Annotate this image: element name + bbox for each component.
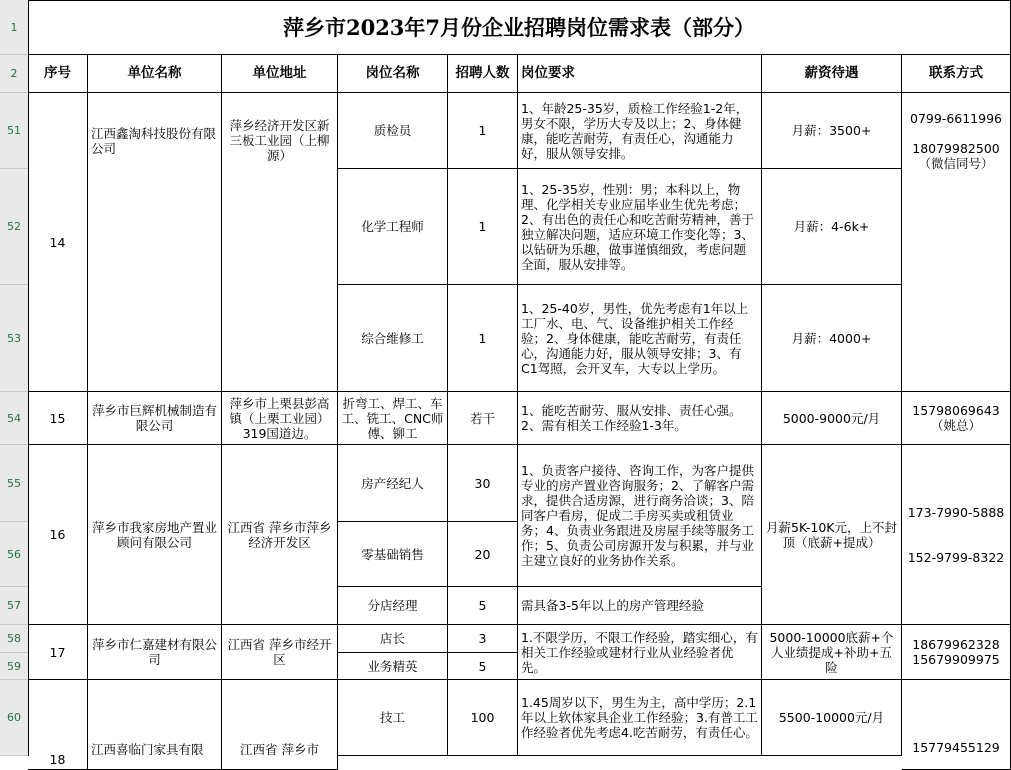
header-count[interactable]: 招聘人数 [448,55,518,93]
requirement-cell[interactable]: 1、负责客户接待、咨询工作，为客户提供专业的房产置业咨询服务；2、了解客户需求，提供合适房源，进行商务洽谈；3、陪同客户看房，促成二手房买卖或租赁业务；4、负责业务跟进及房屋手续等服务工作；5、负责公司房源开发与积累，并与业主建立良好的业务协作关系。 [518,445,762,587]
requirement-cell[interactable]: 1.45周岁以下，男生为主，高中学历；2.1年以上软体家具企业工作经验；3.有普工工作经验者优先考虑4.吃苦耐劳，有责任心。 [518,680,762,756]
address-cell[interactable]: 江西省 萍乡市 [222,680,338,770]
contact-cell[interactable]: 173-7990-5888 152-9799-8322 [902,445,1011,625]
row-number[interactable]: 57 [0,587,28,625]
address-cell[interactable]: 萍乡市上栗县彭高镇（上栗工业园）319国道边。 [222,392,338,445]
requirement-cell[interactable]: 1.不限学历，不限工作经验，踏实细心，有相关工作经验或建材行业从业经验者优先。 [518,625,762,680]
header-address[interactable]: 单位地址 [222,55,338,93]
header-requirement[interactable]: 岗位要求 [518,55,762,93]
row-number[interactable]: 52 [0,169,28,285]
row-header-column [0,0,29,756]
row-number[interactable]: 54 [0,392,28,445]
salary-cell[interactable]: 5500-10000元/月 [762,680,902,756]
row-number[interactable]: 59 [0,653,28,680]
company-name-cell[interactable]: 江西喜临门家具有限 [88,680,222,770]
row-number[interactable]: 51 [0,93,28,169]
address-cell[interactable]: 江西省 萍乡市经开区 [222,625,338,680]
position-cell[interactable]: 房产经纪人 [338,445,448,522]
salary-cell[interactable]: 5000-10000底薪+个人业绩提成+补助+五险 [762,625,902,680]
row-number[interactable]: 2 [0,55,28,93]
position-cell[interactable]: 分店经理 [338,587,448,625]
row-number[interactable]: 56 [0,522,28,587]
seq-cell[interactable]: 16 [28,445,88,625]
header-company[interactable]: 单位名称 [88,55,222,93]
position-cell[interactable]: 综合维修工 [338,285,448,392]
company-name-cell[interactable]: 江西鑫淘科技股份有限公司 [88,93,222,392]
salary-cell[interactable]: 月薪：3500+ [762,93,902,169]
requirement-cell[interactable]: 1、年龄25-35岁，质检工作经验1-2年，男女不限，学历大专及以上；2、身体健康，能吃苦耐劳，有责任心，沟通能力好，服从领导安排。 [518,93,762,169]
position-cell[interactable]: 化学工程师 [338,169,448,285]
contact-cell[interactable]: 0799-6611996 18079982500 （微信同号） [902,93,1011,392]
row-number[interactable]: 55 [0,445,28,522]
address-cell[interactable]: 江西省 萍乡市萍乡经济开发区 [222,445,338,625]
header-contact[interactable]: 联系方式 [902,55,1011,93]
count-cell[interactable]: 20 [448,522,518,587]
count-cell[interactable]: 1 [448,93,518,169]
company-name-cell[interactable]: 萍乡市巨辉机械制造有限公司 [88,392,222,445]
seq-cell[interactable]: 14 [28,93,88,392]
header-position[interactable]: 岗位名称 [338,55,448,93]
header-salary[interactable]: 薪资待遇 [762,55,902,93]
salary-cell[interactable]: 月薪5K-10K元，上不封顶（底薪+提成） [762,445,902,625]
count-cell[interactable]: 若干 [448,392,518,445]
position-cell[interactable]: 零基础销售 [338,522,448,587]
seq-cell[interactable]: 17 [28,625,88,680]
count-cell[interactable]: 5 [448,653,518,680]
seq-cell[interactable]: 15 [28,392,88,445]
requirement-cell[interactable]: 1、能吃苦耐劳、服从安排、责任心强。2、需有相关工作经验1-3年。 [518,392,762,445]
header-seq[interactable]: 序号 [28,55,88,93]
salary-cell[interactable]: 5000-9000元/月 [762,392,902,445]
position-cell[interactable]: 质检员 [338,93,448,169]
requirement-cell[interactable]: 1、25-40岁，男性，优先考虑有1年以上工厂水、电、气、设备维护相关工作经验；2、身体健康，能吃苦耐劳，有责任心，沟通能力好，服从领导安排；3、有C1驾照，会开叉车，大专以上学历。 [518,285,762,392]
company-name-cell[interactable]: 萍乡市我家房地产置业顾问有限公司 [88,445,222,625]
company-name-cell[interactable]: 萍乡市仁嘉建材有限公司 [88,625,222,680]
position-cell[interactable]: 技工 [338,680,448,756]
count-cell[interactable]: 30 [448,445,518,522]
contact-cell[interactable]: 15798069643 （姚总） [902,392,1011,445]
requirement-cell[interactable]: 需具备3-5年以上的房产管理经验 [518,587,762,625]
row-number[interactable]: 1 [0,0,28,55]
salary-cell[interactable]: 月薪：4-6k+ [762,169,902,285]
row-number[interactable]: 58 [0,625,28,653]
contact-cell[interactable]: 18679962328 15679909975 [902,625,1011,680]
count-cell[interactable]: 1 [448,169,518,285]
count-cell[interactable]: 1 [448,285,518,392]
address-cell[interactable]: 萍乡经济开发区新三板工业园（上柳源） [222,93,338,392]
page-title[interactable]: 萍乡市2023年7月份企业招聘岗位需求表（部分） [28,0,1011,55]
count-cell[interactable]: 100 [448,680,518,756]
position-cell[interactable]: 业务精英 [338,653,448,680]
row-number[interactable]: 53 [0,285,28,392]
requirement-cell[interactable]: 1、25-35岁，性别：男；本科以上，物理、化学相关专业应届毕业生优先考虑；2、有出色的责任心和吃苦耐劳精神，善于独立解决问题，适应环境工作变化等；3、以钻研为乐趣，做事谨慎细致，考虑问题全面，服从安排等。 [518,169,762,285]
seq-cell[interactable]: 18 [28,680,88,770]
contact-cell[interactable]: 15779455129 [902,680,1011,770]
count-cell[interactable]: 3 [448,625,518,653]
position-cell[interactable]: 折弯工、焊工、车工、铣工、CNC师傅、铆工 [338,392,448,445]
position-cell[interactable]: 店长 [338,625,448,653]
row-number[interactable]: 60 [0,680,28,756]
count-cell[interactable]: 5 [448,587,518,625]
salary-cell[interactable]: 月薪：4000+ [762,285,902,392]
